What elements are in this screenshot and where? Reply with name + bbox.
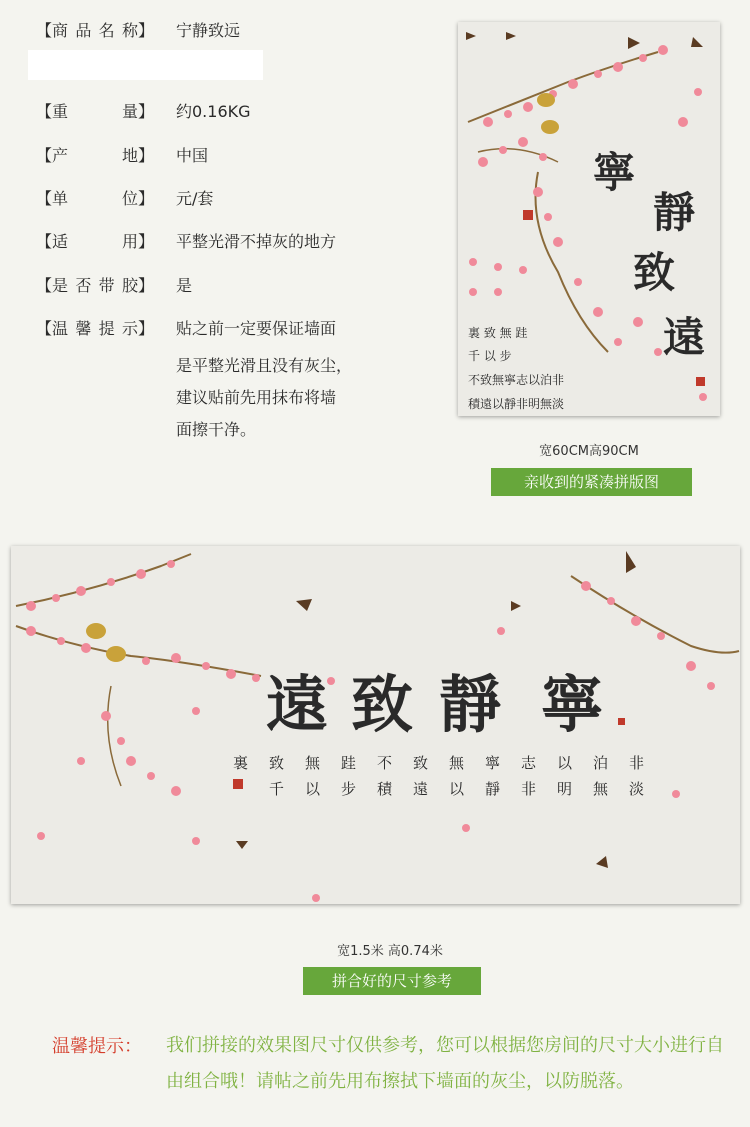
- poster-assembled-art: [11, 546, 740, 904]
- poster-big-char: 致: [351, 668, 414, 741]
- poem-char: 跬: [341, 754, 357, 772]
- poem-char: 千: [269, 780, 285, 798]
- poem-char: 以: [557, 754, 573, 772]
- poster-assembled-tag: 拼合好的尺寸参考: [303, 967, 481, 995]
- poem-char: 以: [305, 780, 321, 798]
- poem-char: 致: [269, 754, 285, 772]
- spec-value: 中国: [176, 146, 209, 165]
- tip-text: 我们拼接的效果图尺寸仅供参考，您可以根据您房间的尺寸大小进行自由组合哦！请帖之前先用布擦拭下墙面的灰尘，以防脱落。: [166, 1035, 724, 1092]
- poem-char: 無: [449, 754, 465, 772]
- spec-value: 平整光滑不掉灰的地方: [176, 232, 337, 251]
- blank-field: [28, 50, 263, 80]
- poster-assembled-layout: [11, 546, 740, 904]
- poster-compact-tag: 亲收到的紧凑拼版图: [491, 468, 692, 496]
- poem-char: 明: [557, 780, 573, 798]
- poem-char: 非: [629, 754, 645, 772]
- poster-big-char: 遠: [663, 313, 706, 362]
- spec-label: 【适 用】: [36, 232, 154, 251]
- poster-big-char: 致: [633, 248, 676, 297]
- poem-char: 無: [305, 754, 321, 772]
- spec-label: 【是 否 带 胶】: [36, 276, 154, 295]
- poem-char: 以: [449, 780, 465, 798]
- spec-label: 【单 位】: [36, 189, 154, 208]
- poem-char: 無: [593, 780, 609, 798]
- poster-big-char: 寧: [541, 668, 604, 741]
- poster-compact-size: 宽60CM高90CM: [539, 444, 639, 459]
- spec-value: 元/套: [176, 189, 214, 208]
- poem-char: 遠: [413, 780, 429, 798]
- poster-compact-art: [458, 22, 720, 416]
- poster-big-char: 遠: [266, 668, 329, 741]
- seal-stamp: [233, 779, 243, 789]
- poem-char: 裏: [233, 754, 249, 772]
- tip-note: 是平整光滑且没有灰尘， 建议贴前先用抹布将墙 面擦干净。: [176, 356, 353, 439]
- poem-char: 積: [377, 780, 393, 798]
- poem-char: 寧: [485, 754, 501, 772]
- spec-value: 约0.16KG: [176, 102, 251, 121]
- spec-label: 【重 量】: [36, 102, 154, 121]
- poem-char: 靜: [485, 780, 501, 798]
- poster-poem-line: 不致無寧志以泊非: [468, 373, 565, 387]
- poster-big-char: 靜: [653, 188, 696, 237]
- poster-big-char: 寧: [593, 148, 636, 197]
- spec-value: 贴之前一定要保证墙面: [176, 319, 337, 338]
- poem-char: 步: [341, 780, 357, 798]
- poster-poem-line: 積遠以靜非明無淡: [468, 397, 565, 411]
- poem-char: 致: [413, 754, 429, 772]
- poem-char: 非: [521, 780, 537, 798]
- poem-char: 志: [521, 754, 537, 772]
- poem-char: 泊: [593, 754, 609, 772]
- spec-label: 【商 品 名 称】: [36, 21, 154, 40]
- seal-stamp: [696, 377, 705, 386]
- spec-label: 【温 馨 提 示】: [36, 319, 154, 338]
- seal-stamp: [618, 718, 625, 725]
- poster-poem-line: 千 以 步: [468, 349, 512, 363]
- poster-poem-line: 裏 致 無 跬: [468, 326, 528, 340]
- poster-assembled-size: 宽1.5米 高0.74米: [337, 944, 443, 959]
- spec-value: 是: [176, 276, 193, 295]
- poster-compact-layout: [458, 22, 720, 416]
- spec-label: 【产 地】: [36, 146, 154, 165]
- poster-big-char: 靜: [439, 668, 502, 741]
- spec-value: 宁静致远: [176, 21, 241, 40]
- poem-char: 淡: [629, 780, 645, 798]
- tip-title: 温馨提示：: [52, 1036, 142, 1057]
- poem-char: 不: [377, 754, 393, 772]
- seal-stamp: [523, 210, 533, 220]
